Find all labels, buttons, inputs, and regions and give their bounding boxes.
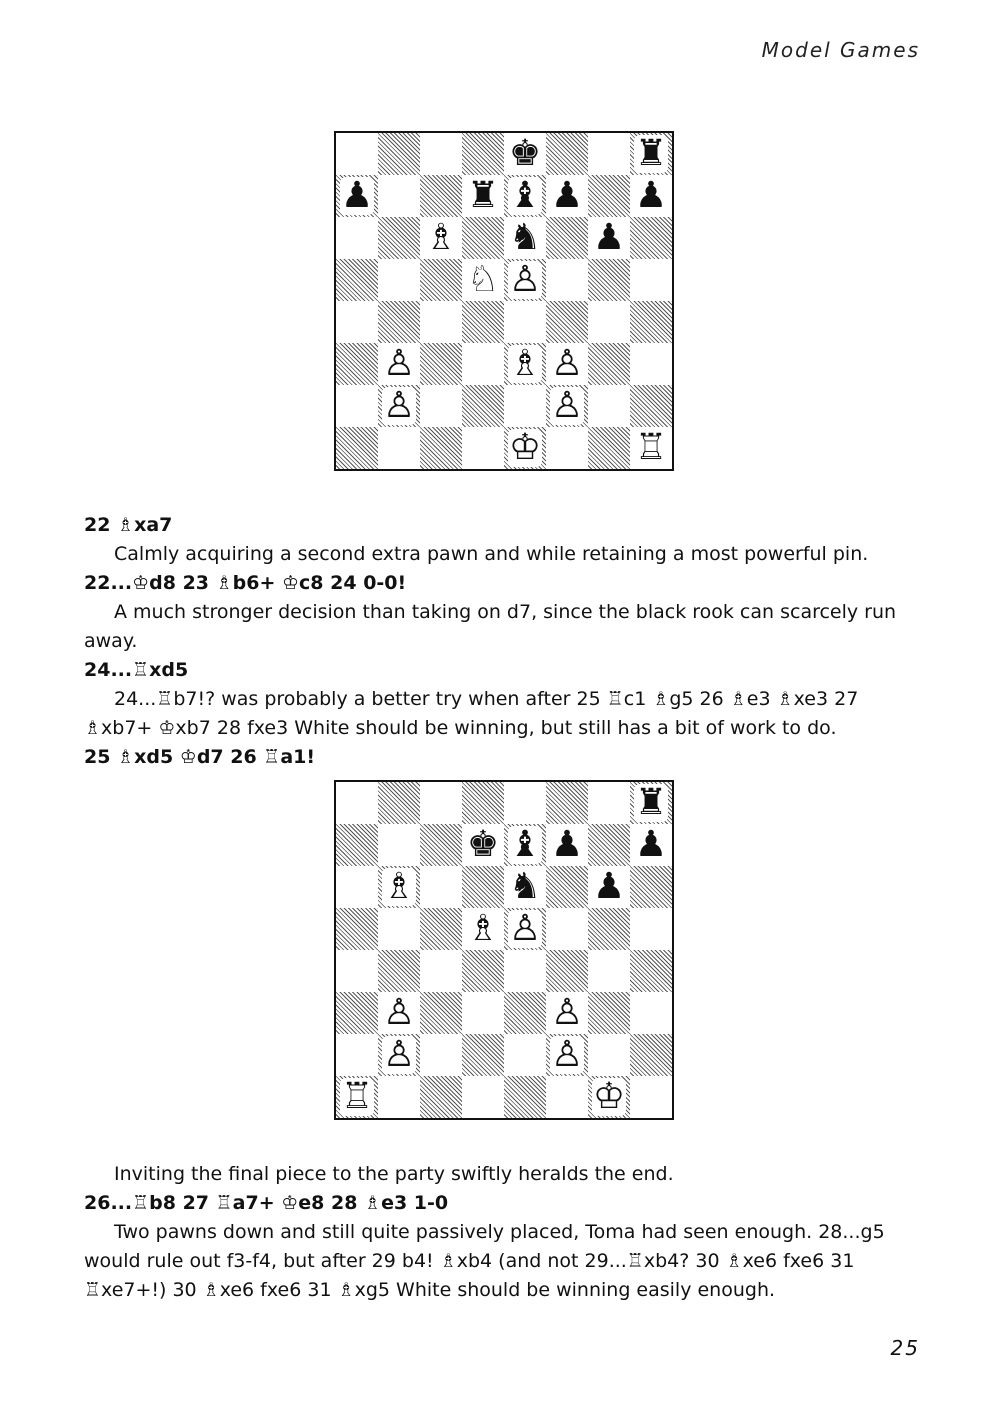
square-d7 <box>462 175 504 217</box>
square-e4 <box>504 950 546 992</box>
square-h2 <box>630 385 672 427</box>
chess-piece-icon <box>546 385 588 427</box>
piece-glyph: ♟ <box>634 175 668 216</box>
square-h4 <box>630 950 672 992</box>
square-a6 <box>336 217 378 259</box>
square-g3 <box>588 343 630 385</box>
piece-glyph: ♟ <box>550 175 584 216</box>
square-b6 <box>378 217 420 259</box>
square-e7 <box>504 824 546 866</box>
square-f1 <box>546 427 588 469</box>
piece-glyph: ♗ <box>424 217 458 258</box>
move-line: 26...♖b8 27 ♖a7+ ♔e8 28 ♗e3 1-0 <box>84 1192 449 1214</box>
square-b1 <box>378 1076 420 1118</box>
chess-piece-icon <box>630 175 672 217</box>
square-g2 <box>588 1034 630 1076</box>
square-h1 <box>630 1076 672 1118</box>
square-b4 <box>378 301 420 343</box>
square-a7 <box>336 175 378 217</box>
chess-piece-icon <box>462 908 504 950</box>
square-g4 <box>588 950 630 992</box>
piece-glyph: ♙ <box>550 1034 584 1075</box>
chess-piece-icon <box>504 908 546 950</box>
chess-piece-icon <box>546 175 588 217</box>
square-e6 <box>504 866 546 908</box>
commentary-paragraph: A much stronger decision than taking on d7, since the black rook can scarcely run away. <box>84 601 897 652</box>
move-line: 24...♖xd5 <box>84 659 189 681</box>
piece-glyph: ♘ <box>466 259 500 300</box>
square-a2 <box>336 385 378 427</box>
square-f3 <box>546 343 588 385</box>
square-a4 <box>336 950 378 992</box>
square-a3 <box>336 343 378 385</box>
piece-glyph: ♞ <box>508 217 542 258</box>
square-b7 <box>378 824 420 866</box>
square-e2 <box>504 385 546 427</box>
square-f6 <box>546 866 588 908</box>
chess-piece-icon <box>462 824 504 866</box>
piece-glyph: ♔ <box>508 427 542 468</box>
piece-glyph: ♙ <box>550 343 584 384</box>
chess-piece-icon <box>378 866 420 908</box>
square-d5 <box>462 259 504 301</box>
chess-piece-icon <box>546 992 588 1034</box>
piece-glyph: ♚ <box>508 133 542 174</box>
square-d8 <box>462 782 504 824</box>
square-c7 <box>420 824 462 866</box>
square-e1 <box>504 1076 546 1118</box>
chess-piece-icon <box>504 427 546 469</box>
square-h5 <box>630 908 672 950</box>
chess-piece-icon <box>420 217 462 259</box>
square-b7 <box>378 175 420 217</box>
chess-piece-icon <box>504 133 546 175</box>
square-g4 <box>588 301 630 343</box>
square-e7 <box>504 175 546 217</box>
square-a7 <box>336 824 378 866</box>
square-f2 <box>546 1034 588 1076</box>
square-d1 <box>462 1076 504 1118</box>
square-f8 <box>546 782 588 824</box>
chess-piece-icon <box>336 1076 378 1118</box>
square-c3 <box>420 343 462 385</box>
square-h7 <box>630 824 672 866</box>
square-c4 <box>420 950 462 992</box>
square-d6 <box>462 217 504 259</box>
commentary-paragraph: Inviting the final piece to the party swiftly heralds the end. <box>114 1163 674 1185</box>
move-line: 22...♔d8 23 ♗b6+ ♔c8 24 0-0! <box>84 572 407 594</box>
square-d7 <box>462 824 504 866</box>
piece-glyph: ♙ <box>382 992 416 1033</box>
square-c7 <box>420 175 462 217</box>
square-a1 <box>336 1076 378 1118</box>
square-b6 <box>378 866 420 908</box>
square-b2 <box>378 1034 420 1076</box>
square-c1 <box>420 427 462 469</box>
piece-glyph: ♙ <box>508 259 542 300</box>
square-f7 <box>546 175 588 217</box>
square-d6 <box>462 866 504 908</box>
square-h3 <box>630 992 672 1034</box>
chess-piece-icon <box>504 175 546 217</box>
square-c4 <box>420 301 462 343</box>
commentary-paragraph: Calmly acquiring a second extra pawn and while retaining a most powerful pin. <box>114 543 869 565</box>
square-e5 <box>504 908 546 950</box>
piece-glyph: ♜ <box>634 782 668 823</box>
piece-glyph: ♗ <box>466 908 500 949</box>
square-b8 <box>378 133 420 175</box>
chess-piece-icon <box>378 343 420 385</box>
square-e6 <box>504 217 546 259</box>
move-line: 22 ♗xa7 <box>84 514 173 536</box>
square-d2 <box>462 1034 504 1076</box>
square-f2 <box>546 385 588 427</box>
running-header: Model Games <box>761 38 920 62</box>
square-b1 <box>378 427 420 469</box>
chess-piece-icon <box>588 1076 630 1118</box>
square-h6 <box>630 217 672 259</box>
square-a4 <box>336 301 378 343</box>
piece-glyph: ♖ <box>340 1076 374 1117</box>
move-line: 25 ♗xd5 ♔d7 26 ♖a1! <box>84 746 316 768</box>
piece-glyph: ♙ <box>508 908 542 949</box>
piece-glyph: ♙ <box>382 343 416 384</box>
square-f6 <box>546 217 588 259</box>
square-f5 <box>546 908 588 950</box>
chess-piece-icon <box>504 343 546 385</box>
commentary-section-1 <box>84 511 920 772</box>
chess-piece-icon <box>588 217 630 259</box>
square-g7 <box>588 175 630 217</box>
square-b3 <box>378 992 420 1034</box>
square-d5 <box>462 908 504 950</box>
square-h4 <box>630 301 672 343</box>
square-b8 <box>378 782 420 824</box>
square-c5 <box>420 908 462 950</box>
chess-piece-icon <box>630 427 672 469</box>
piece-glyph: ♖ <box>634 427 668 468</box>
square-c5 <box>420 259 462 301</box>
piece-glyph: ♝ <box>508 175 542 216</box>
square-a5 <box>336 908 378 950</box>
square-g8 <box>588 782 630 824</box>
piece-glyph: ♜ <box>466 175 500 216</box>
square-e5 <box>504 259 546 301</box>
square-e8 <box>504 133 546 175</box>
chess-piece-icon <box>630 133 672 175</box>
square-b4 <box>378 950 420 992</box>
piece-glyph: ♗ <box>382 866 416 907</box>
square-b3 <box>378 343 420 385</box>
square-f4 <box>546 950 588 992</box>
square-c1 <box>420 1076 462 1118</box>
commentary-paragraph: Two pawns down and still quite passively placed, Toma had seen enough. 28...g5 would rule out f3-f4, but after 29 b4! ♗xb4 (and not 29...♖xb4? 30 ♗xe6 fxe6 31 ♖xe7+!) 30 ♗xe6 fxe6 31 ♗xg5 White should be winning easily enough. <box>84 1221 885 1301</box>
square-e2 <box>504 1034 546 1076</box>
square-f1 <box>546 1076 588 1118</box>
piece-glyph: ♞ <box>508 866 542 907</box>
piece-glyph: ♔ <box>592 1076 626 1117</box>
piece-glyph: ♟ <box>550 824 584 865</box>
square-g6 <box>588 866 630 908</box>
piece-glyph: ♟ <box>592 217 626 258</box>
square-e3 <box>504 992 546 1034</box>
chess-piece-icon <box>546 1034 588 1076</box>
piece-glyph: ♙ <box>382 1034 416 1075</box>
chessboard <box>334 780 674 1120</box>
piece-glyph: ♟ <box>592 866 626 907</box>
chess-piece-icon <box>588 866 630 908</box>
chessboard <box>334 131 674 471</box>
chess-piece-icon <box>504 824 546 866</box>
square-h8 <box>630 782 672 824</box>
chess-piece-icon <box>546 343 588 385</box>
chess-piece-icon <box>546 824 588 866</box>
square-h6 <box>630 866 672 908</box>
square-b5 <box>378 908 420 950</box>
chess-piece-icon <box>378 385 420 427</box>
square-f8 <box>546 133 588 175</box>
chess-piece-icon <box>336 175 378 217</box>
chess-piece-icon <box>462 175 504 217</box>
chess-piece-icon <box>462 259 504 301</box>
square-a5 <box>336 259 378 301</box>
piece-glyph: ♜ <box>634 133 668 174</box>
piece-glyph: ♙ <box>550 992 584 1033</box>
square-f5 <box>546 259 588 301</box>
square-b5 <box>378 259 420 301</box>
chess-piece-icon <box>504 217 546 259</box>
square-d4 <box>462 950 504 992</box>
chess-diagram-1 <box>334 131 672 469</box>
square-g1 <box>588 427 630 469</box>
chess-piece-icon <box>630 824 672 866</box>
piece-glyph: ♟ <box>634 824 668 865</box>
square-e8 <box>504 782 546 824</box>
chess-piece-icon <box>378 992 420 1034</box>
square-g8 <box>588 133 630 175</box>
square-c2 <box>420 1034 462 1076</box>
square-g7 <box>588 824 630 866</box>
square-g6 <box>588 217 630 259</box>
square-a8 <box>336 782 378 824</box>
square-h5 <box>630 259 672 301</box>
square-c8 <box>420 133 462 175</box>
square-h7 <box>630 175 672 217</box>
square-c2 <box>420 385 462 427</box>
piece-glyph: ♚ <box>466 824 500 865</box>
chess-diagram-2 <box>334 780 672 1118</box>
piece-glyph: ♝ <box>508 824 542 865</box>
chess-piece-icon <box>504 866 546 908</box>
square-g1 <box>588 1076 630 1118</box>
square-f4 <box>546 301 588 343</box>
commentary-section-2 <box>84 1160 920 1305</box>
square-d1 <box>462 427 504 469</box>
page-number: 25 <box>890 1336 920 1360</box>
square-a1 <box>336 427 378 469</box>
square-h8 <box>630 133 672 175</box>
square-d2 <box>462 385 504 427</box>
square-d3 <box>462 992 504 1034</box>
square-g2 <box>588 385 630 427</box>
square-f3 <box>546 992 588 1034</box>
square-b2 <box>378 385 420 427</box>
square-c6 <box>420 866 462 908</box>
square-a3 <box>336 992 378 1034</box>
square-c6 <box>420 217 462 259</box>
commentary-paragraph: 24...♖b7!? was probably a better try when after 25 ♖c1 ♗g5 26 ♗e3 ♗xe3 27 ♗xb7+ ♔xb7 28 fxe3 White should be winning, but still has a bit of work to do. <box>84 688 859 739</box>
square-e4 <box>504 301 546 343</box>
piece-glyph: ♙ <box>550 385 584 426</box>
square-d4 <box>462 301 504 343</box>
square-e1 <box>504 427 546 469</box>
chess-piece-icon <box>378 1034 420 1076</box>
square-a8 <box>336 133 378 175</box>
piece-glyph: ♟ <box>340 175 374 216</box>
piece-glyph: ♗ <box>508 343 542 384</box>
square-g3 <box>588 992 630 1034</box>
square-g5 <box>588 908 630 950</box>
chess-piece-icon <box>504 259 546 301</box>
chess-piece-icon <box>630 782 672 824</box>
square-d8 <box>462 133 504 175</box>
square-h3 <box>630 343 672 385</box>
square-c8 <box>420 782 462 824</box>
square-g5 <box>588 259 630 301</box>
square-c3 <box>420 992 462 1034</box>
square-f7 <box>546 824 588 866</box>
square-a6 <box>336 866 378 908</box>
square-e3 <box>504 343 546 385</box>
piece-glyph: ♙ <box>382 385 416 426</box>
square-d3 <box>462 343 504 385</box>
square-h2 <box>630 1034 672 1076</box>
square-h1 <box>630 427 672 469</box>
square-a2 <box>336 1034 378 1076</box>
